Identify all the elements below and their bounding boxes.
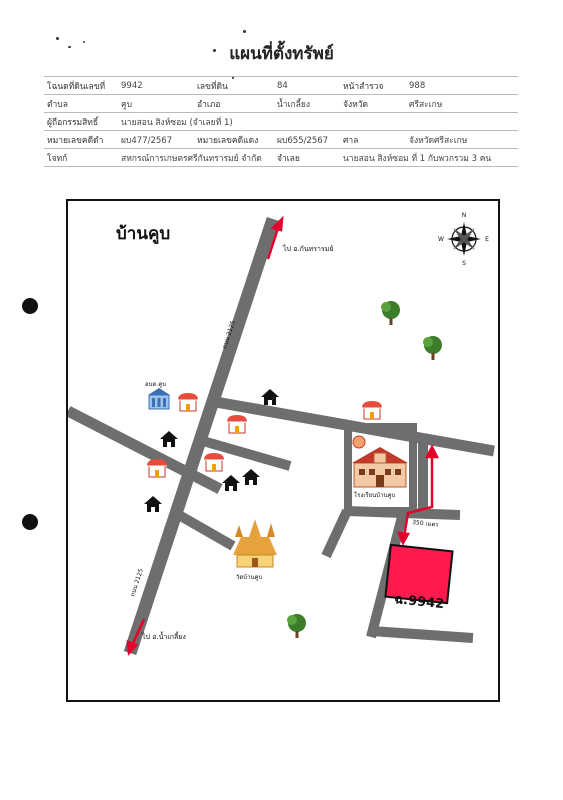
road-label-bottom: ถนน 2125: [129, 567, 145, 598]
road-label-top: ถนน 2125: [221, 319, 237, 350]
scan-speck: [56, 37, 59, 40]
land-no-value: 84: [274, 77, 340, 95]
scan-speck: [68, 46, 71, 48]
compass-s: S: [462, 260, 466, 267]
court-value: จังหวัดศรีสะเกษ: [406, 131, 518, 149]
subdistrict-value: คูบ: [118, 95, 194, 113]
shop-icon: [227, 415, 247, 433]
deed-value: 9942: [118, 77, 194, 95]
owner-label: ผู้ถือกรรมสิทธิ์: [44, 113, 118, 131]
shop-icon: [178, 393, 198, 411]
temple-icon: [233, 519, 277, 567]
house-icon: [160, 431, 178, 447]
shop-icon: [147, 459, 167, 477]
road: [371, 631, 473, 638]
house-icon: [242, 469, 260, 485]
punch-hole: [22, 514, 38, 530]
direction-north-label: ไป อ.กันทรารมย์: [283, 245, 334, 253]
house-icon: [261, 389, 279, 405]
defendant-value: นายสอน สิงห์ซอม ที่ 1 กับพวกรวม 3 คน: [340, 149, 518, 167]
survey-label: หน้าสำรวจ: [340, 77, 406, 95]
document-title: แผนที่ตั้งทรัพย์: [229, 44, 334, 64]
tree-icon: [381, 301, 400, 325]
tree-icon: [423, 336, 442, 360]
plaintiff-value: สหกรณ์การเกษตรศรีกันทรารมย์ จำกัด: [118, 149, 274, 167]
scan-speck: [213, 49, 216, 52]
info-row: [44, 77, 518, 95]
map-canvas: [68, 201, 498, 700]
red-case-label: หมายเลขคดีแดง: [194, 131, 274, 149]
school-building-icon: [352, 447, 408, 487]
black-case-label: หมายเลขคดีดำ: [44, 131, 118, 149]
subdistrict-label: ตำบล: [44, 95, 118, 113]
punch-hole: [22, 298, 38, 314]
village-name: บ้านคูบ: [116, 224, 171, 244]
owner-value: นายสอน สิงห์ซอม (จำเลยที่ 1): [118, 113, 518, 131]
info-row: [44, 113, 518, 131]
office-label: อบต.คูบ: [145, 381, 167, 388]
district-value: น้ำเกลี้ยง: [274, 95, 340, 113]
distance-label: 350 เมตร: [411, 519, 439, 529]
compass-e: E: [485, 236, 489, 243]
info-row: [44, 149, 518, 167]
red-case-value: ผบ655/2567: [274, 131, 340, 149]
direction-south-label: ไป อ.น้ำเกลี้ยง: [142, 633, 186, 641]
road: [172, 511, 233, 546]
house-icon: [222, 475, 240, 491]
land-no-label: เลขที่ดิน: [194, 77, 274, 95]
province-value: ศรีสะเกษ: [406, 95, 518, 113]
road: [326, 511, 347, 556]
scan-speck: [83, 41, 85, 43]
deed-label: โฉนดที่ดินเลขที่: [44, 77, 118, 95]
compass-n: N: [461, 212, 467, 219]
office-building-icon: [148, 388, 170, 409]
compass-w: W: [438, 236, 444, 243]
district-label: อำเภอ: [194, 95, 274, 113]
house-icon: [144, 496, 162, 512]
location-map: [66, 199, 500, 702]
shop-icon: [204, 453, 224, 471]
route-arrowhead-up: [427, 447, 437, 457]
info-row: [44, 95, 518, 113]
plaintiff-label: โจทก์: [44, 149, 118, 167]
defendant-label: จำเลย: [274, 149, 340, 167]
court-label: ศาล: [340, 131, 406, 149]
info-row: [44, 131, 518, 149]
tree-icon: [287, 614, 306, 638]
temple-label: วัดบ้านคูบ: [236, 574, 263, 581]
property-info-table: [44, 76, 518, 167]
school-label: โรงเรียนบ้านคูบ: [354, 492, 396, 499]
survey-value: 988: [406, 77, 518, 95]
shop-icon: [362, 401, 382, 419]
compass-rose: [447, 222, 481, 256]
school-emblem-icon: [353, 436, 365, 448]
province-label: จังหวัด: [340, 95, 406, 113]
scan-speck: [243, 30, 246, 33]
parcel-label: ฉ.9942: [393, 592, 445, 613]
black-case-value: ผบ477/2567: [118, 131, 194, 149]
